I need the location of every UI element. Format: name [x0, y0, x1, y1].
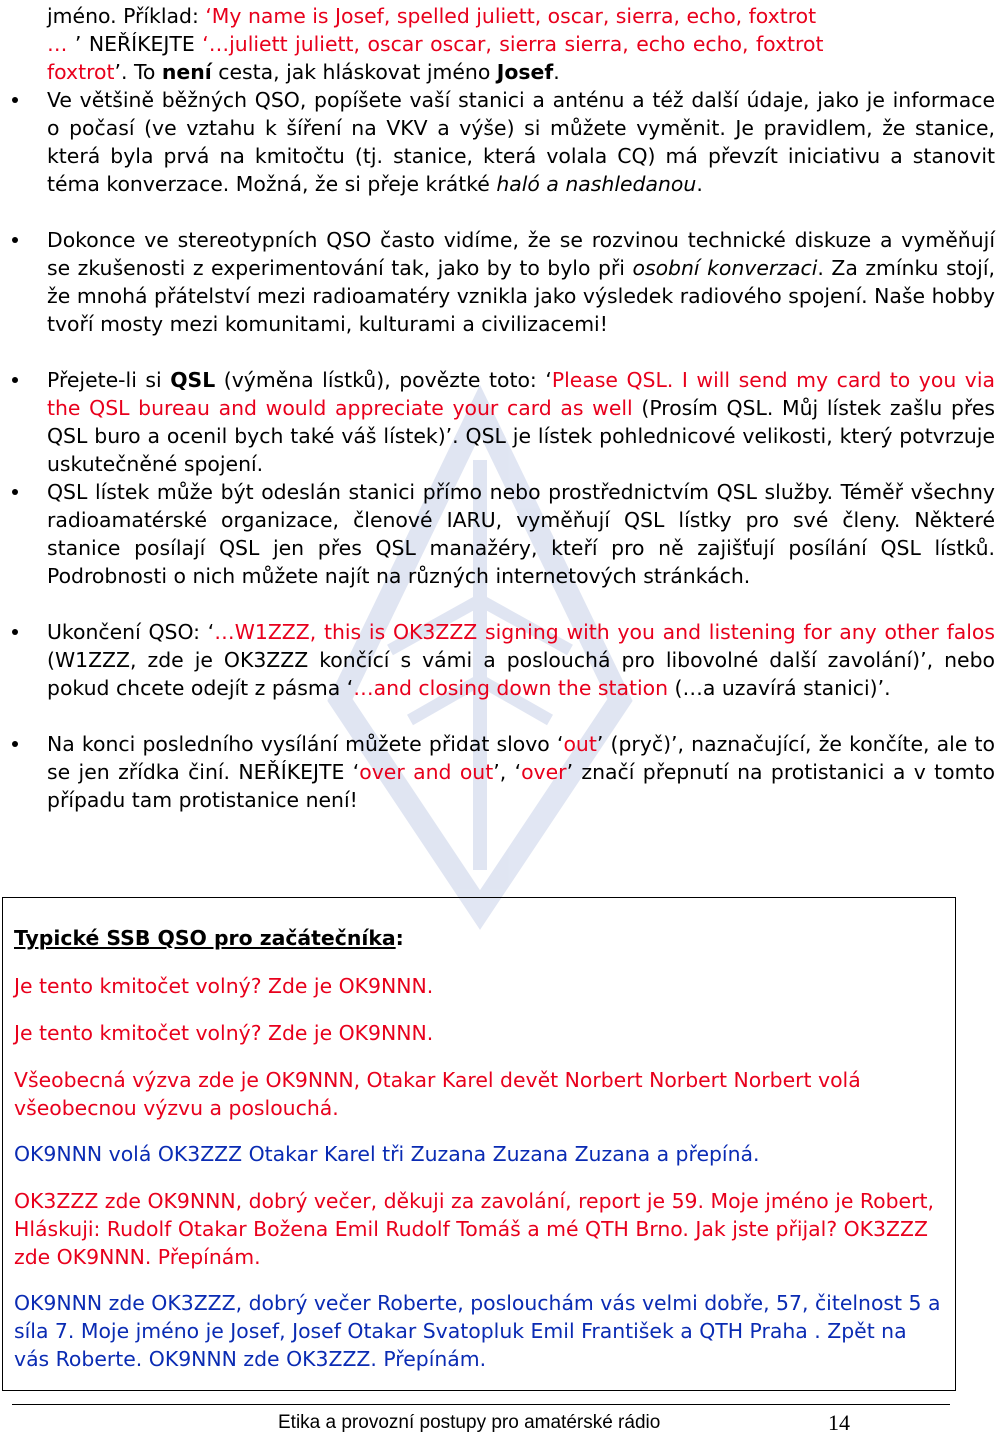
- list-item: [0, 478, 1007, 590]
- bullet-icon: [12, 97, 18, 103]
- text: (Prosím QSL. Můj lístek zašlu přes QSL buro a ocenil bych také váš lístek)’. QSL je lístek pohlednicové velikosti, který potvrzuje uskutečněné spojení.: [47, 396, 995, 476]
- emphasis: není: [161, 60, 212, 84]
- list-item: [0, 730, 1007, 814]
- list-item: [0, 226, 1007, 338]
- example-english: …W1ZZZ, this is OK3ZZZ signing with you and listening for any other falos: [214, 620, 996, 644]
- text: Ukončení QSO: ‘: [47, 620, 215, 644]
- bullet-icon: [12, 237, 18, 243]
- text: (…a uzavírá stanici)’.: [668, 676, 891, 700]
- text: Je pravidlem, že stanice, která byla prvá na kmitočtu (tj. stanice, která volala CQ) má převzít iniciativu a stanovit téma konverzace. Možná, že si přeje krátké: [47, 116, 995, 196]
- box-title: Typické SSB QSO pro začátečníka:: [14, 926, 404, 950]
- example-wrong: foxtrot: [47, 60, 115, 84]
- footer-title: Etika a provozní postupy pro amatérské rádio: [278, 1412, 661, 1433]
- example-wrong: ‘…juliett juliett, oscar oscar, sierra sierra, echo echo, foxtrot: [202, 32, 824, 56]
- example-english: over: [521, 760, 567, 784]
- italic-text: haló a nashledanou: [496, 172, 697, 196]
- qso-line: Všeobecná výzva zde je OK9NNN, Otakar Karel devět Norbert Norbert Norbert volá všeobecnou výzvu a poslouchá.: [14, 1068, 861, 1120]
- qso-line: OK3ZZZ zde OK9NNN, dobrý večer, děkuji za zavolání, report je 59. Moje jméno je Robert, Hláskuji: Rudolf Otakar Božena Emil Rudolf Tomáš a mé QTH Brno. Jak jste přijal? OK3ZZZ zde OK9NNN. Přepínám.: [14, 1189, 934, 1269]
- example-english: ‘My name is Josef, spelled juliett, oscar, sierra, echo, foxtrot: [205, 4, 817, 28]
- bullet-icon: [12, 377, 18, 383]
- text: .: [553, 60, 560, 84]
- text: .: [696, 172, 703, 196]
- text: Ve většině běžných QSO, popíšete vaší stanici a anténu a též další údaje, jako je informace o počasí (ve vztahu k šíření na VKV a výše) si můžete vyměnit.: [47, 88, 995, 140]
- example-english: out: [563, 732, 597, 756]
- text: Přejete-li si: [47, 368, 171, 392]
- text: QSL lístek může být odeslán stanici přímo nebo prostřednictvím QSL služby. Téměř všechny radioamatérské organizace, členové IARU, vyměňují QSL lístky pro své členy. Některé stanice posílají QSL jen přes QSL manažéry, kteří pro ně zajišťují posílání QSL lístků. Podrobnosti o nich můžete najít na různých internetových stránkách.: [47, 480, 995, 588]
- example-english: over and out: [359, 760, 494, 784]
- qso-line: Je tento kmitočet volný? Zde je OK9NNN.: [14, 974, 434, 998]
- list-item: [0, 86, 1007, 198]
- bullet-icon: [12, 629, 18, 635]
- emphasis: QSL: [170, 368, 216, 392]
- qso-example-box: [2, 897, 956, 1391]
- list-item: [0, 366, 1007, 478]
- text: ’ značí přepnutí na protistanici a v tomto případu tam protistanice není!: [47, 760, 995, 812]
- text: ’, ‘: [493, 760, 522, 784]
- text: ’ NEŘÍKEJTE: [74, 32, 203, 56]
- footer-divider: [12, 1404, 950, 1405]
- text: ’ (pryč)’, naznačující, že končíte, ale to se jen zřídka činí. NEŘÍKEJTE ‘: [47, 732, 996, 784]
- text: cesta, jak hláskovat jméno: [211, 60, 497, 84]
- text: (výměna lístků), povězte toto: ‘: [215, 368, 552, 392]
- emphasis: Josef: [496, 60, 554, 84]
- qso-line: OK9NNN zde OK3ZZZ, dobrý večer Roberte, poslouchám vás velmi dobře, 57, čitelnost 5 a síla 7. Moje jméno je Josef, Josef Otakar Svatopluk Emil František a QTH Praha . Zpět na vás Roberte. OK9NNN zde OK3ZZZ. Přepínám.: [14, 1291, 941, 1371]
- example-english: …: [47, 32, 75, 56]
- example-english: Please QSL. I will send my card to you via the QSL bureau and would appreciate your card as well: [47, 368, 996, 420]
- text: ’. To: [114, 60, 162, 84]
- italic-text: osobní konverzaci: [632, 256, 818, 280]
- text: Na konci posledního vysílání můžete přidat slovo ‘: [47, 732, 564, 756]
- qso-line: OK9NNN volá OK3ZZZ Otakar Karel tři Zuzana Zuzana Zuzana a přepíná.: [14, 1142, 760, 1166]
- qso-line: Je tento kmitočet volný? Zde je OK9NNN.: [14, 1021, 434, 1045]
- list-item: [0, 618, 1007, 702]
- list-item: [0, 2, 1007, 86]
- text: jméno. Příklad:: [47, 4, 206, 28]
- page-number: 14: [828, 1410, 850, 1435]
- bullet-icon: [12, 741, 18, 747]
- bullet-icon: [12, 489, 18, 495]
- text: Dokonce ve stereotypních QSO často vidíme, že se rozvinou technické diskuze a vyměňují se zkušenosti z experimentování tak, jako by to bylo při: [47, 228, 995, 280]
- example-english: …and closing down the station: [353, 676, 669, 700]
- text: . Za zmínku stojí, že mnohá přátelství mezi radioamatéry vznikla jako výsledek radiového spojení. Naše hobby tvoří mosty mezi komunitami, kulturami a civilizacemi!: [47, 256, 995, 336]
- text: (W1ZZZ, zde je OK3ZZZ končící s vámi a poslouchá pro libovolné další zavolání)’, nebo pokud chcete odejít z pásma ‘: [47, 648, 995, 700]
